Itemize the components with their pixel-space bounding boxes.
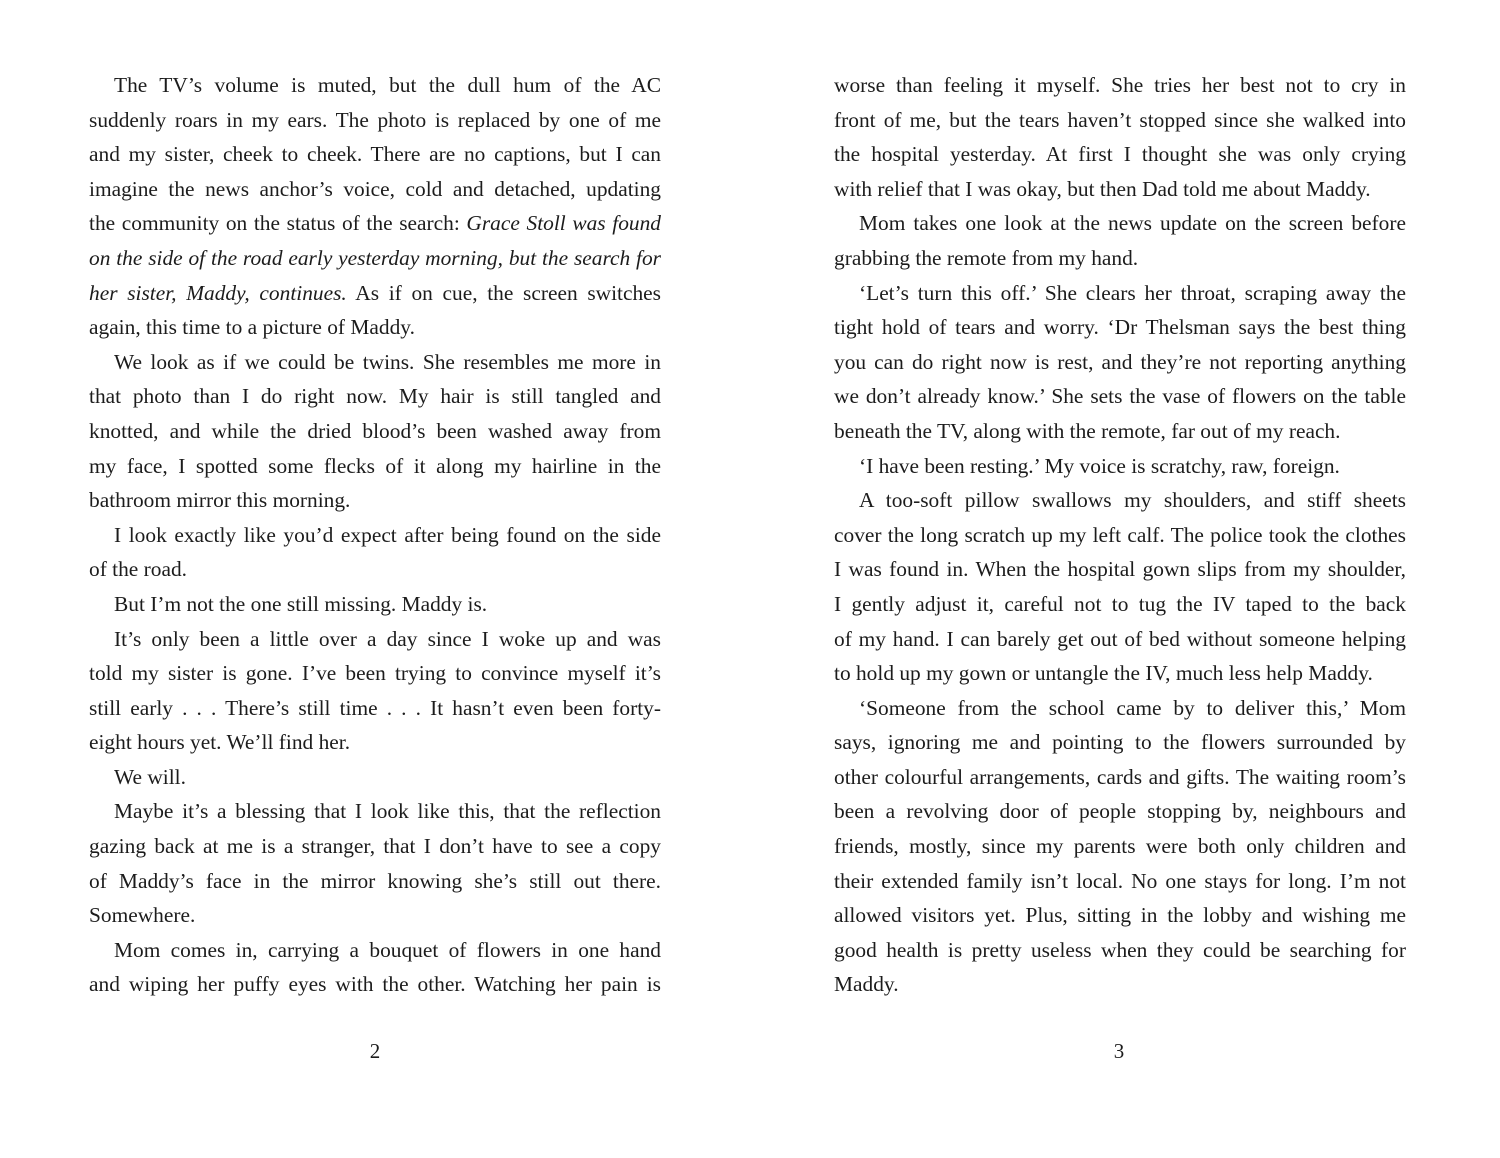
text-line: knotted, and while the dried blood’s been washed away from — [89, 418, 661, 443]
text-line: the community on the status of the search: Grace Stoll was found — [89, 211, 661, 236]
text-line: I was found in. When the hospital gown slips from my shoulder, — [834, 557, 1406, 582]
text-line: allowed visitors yet. Plus, sitting in the lobby and wishing me — [834, 903, 1406, 928]
text-line: Maddy. — [834, 972, 899, 997]
right-page-body — [834, 68, 1406, 1002]
page-number-right: 3 — [1113, 1039, 1125, 1063]
text-line: my face, I spotted some flecks of it along my hairline in the — [89, 453, 661, 478]
italic-segment: Grace Stoll was found — [466, 211, 661, 236]
text-line: we don’t already know.’ She sets the vase of flowers on the table — [834, 384, 1406, 409]
text-line: bathroom mirror this morning. — [89, 488, 351, 513]
text-line: ‘I have been resting.’ My voice is scratchy, raw, foreign. — [859, 453, 1340, 478]
text-line: It’s only been a little over a day since I woke up and was — [114, 626, 661, 651]
text-line: We will. — [114, 764, 186, 789]
text-line: told my sister is gone. I’ve been trying to convince myself it’s — [89, 661, 661, 686]
text-line: gazing back at me is a stranger, that I don’t have to see a copy — [89, 834, 661, 859]
text-line: of the road. — [89, 557, 188, 582]
text-line: grabbing the remote from my hand. — [834, 245, 1139, 270]
text-line: tight hold of tears and worry. ‘Dr Thelsman says the best thing — [834, 315, 1406, 340]
text-line: suddenly roars in my ears. The photo is replaced by one of me — [89, 107, 661, 132]
text-line: been a revolving door of people stopping by, neighbours and — [834, 799, 1406, 824]
text-line: Mom comes in, carrying a bouquet of flowers in one hand — [114, 937, 661, 962]
text-line: friends, mostly, since my parents were both only children and — [834, 834, 1406, 859]
text-line: of Maddy’s face in the mirror knowing she’s still out there. — [89, 868, 661, 893]
italic-segment: on the side of the road early yesterday morning, but the search for — [89, 245, 661, 270]
page-number-left: 2 — [369, 1039, 381, 1063]
left-page-body — [89, 68, 661, 1002]
text-line: Somewhere. — [89, 903, 196, 928]
text-line: says, ignoring me and pointing to the flowers surrounded by — [834, 730, 1406, 755]
text-line: ‘Someone from the school came by to deliver this,’ Mom — [859, 695, 1406, 720]
text-line: beneath the TV, along with the remote, far out of my reach. — [834, 418, 1341, 443]
text-line: their extended family isn’t local. No one stays for long. I’m not — [834, 868, 1406, 893]
text-line: A too-soft pillow swallows my shoulders, and stiff sheets — [859, 488, 1406, 513]
text-line: I look exactly like you’d expect after being found on the side — [114, 522, 661, 547]
text-line: cover the long scratch up my left calf. The police took the clothes — [834, 522, 1406, 547]
text-line: imagine the news anchor’s voice, cold and detached, updating — [89, 176, 661, 201]
text-line: ‘Let’s turn this off.’ She clears her throat, scraping away the — [859, 280, 1406, 305]
text-line: and wiping her puffy eyes with the other. Watching her pain is — [89, 972, 661, 997]
text-line: good health is pretty useless when they could be searching for — [834, 937, 1406, 962]
text-line: I gently adjust it, careful not to tug the IV taped to the back — [834, 591, 1406, 616]
text-line: that photo than I do right now. My hair is still tangled and — [89, 384, 661, 409]
text-line: Maybe it’s a blessing that I look like this, that the reflection — [114, 799, 661, 824]
text-line: to hold up my gown or untangle the IV, much less help Maddy. — [834, 661, 1373, 686]
text-line: with relief that I was okay, but then Dad told me about Maddy. — [834, 176, 1371, 201]
text-line: other colourful arrangements, cards and gifts. The waiting room’s — [834, 764, 1406, 789]
text-line: But I’m not the one still missing. Maddy is. — [114, 591, 488, 616]
text-line: and my sister, cheek to cheek. There are no captions, but I can — [89, 142, 661, 167]
text-line: of my hand. I can barely get out of bed without someone helping — [834, 626, 1406, 651]
text-line: eight hours yet. We’ll find her. — [89, 730, 351, 755]
text-line — [89, 241, 661, 276]
text-line: you can do right now is rest, and they’re not reporting anything — [834, 349, 1406, 374]
text-line: We look as if we could be twins. She resembles me more in — [114, 349, 661, 374]
text-line: again, this time to a picture of Maddy. — [89, 315, 415, 340]
text-line: still early . . . There’s still time . . . It hasn’t even been forty- — [89, 695, 661, 720]
italic-segment: her sister, Maddy, continues. — [89, 280, 347, 305]
text-line: The TV’s volume is muted, but the dull hum of the AC — [114, 73, 661, 97]
text-line: front of me, but the tears haven’t stopped since she walked into — [834, 107, 1406, 132]
text-line: worse than feeling it myself. She tries her best not to cry in — [834, 73, 1406, 97]
text-line: the hospital yesterday. At first I thought she was only crying — [834, 142, 1406, 167]
text-line: Mom takes one look at the news update on the screen before — [859, 211, 1406, 236]
text-line: her sister, Maddy, continues. As if on cue, the screen switches — [89, 280, 661, 305]
